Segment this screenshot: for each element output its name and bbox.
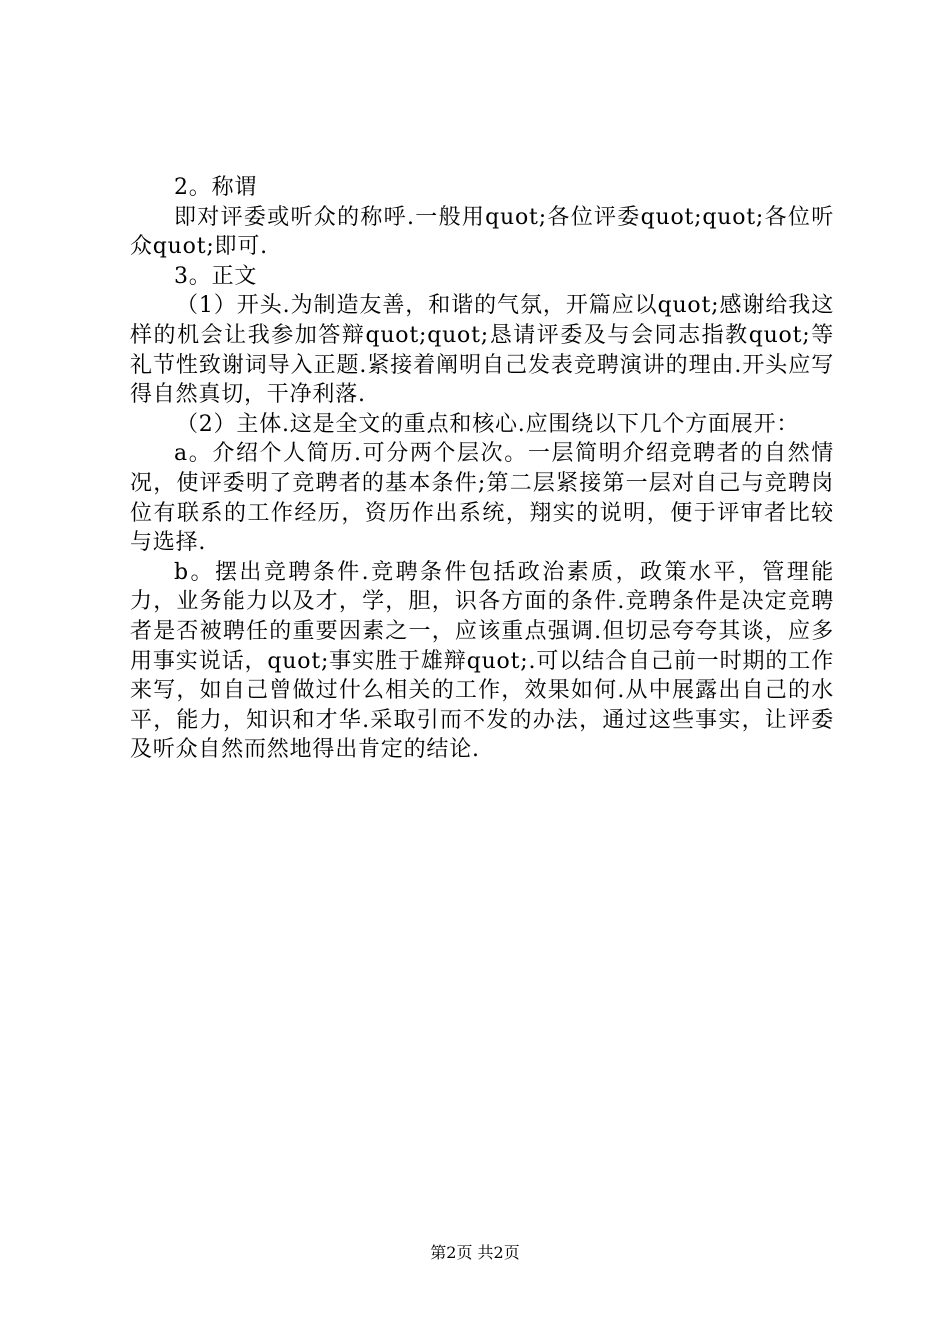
page-footer	[0, 1242, 950, 1264]
paragraph-resume: a。介绍个人简历.可分两个层次。一层简明介绍竞聘者的自然情况，使评委明了竞聘者的基本条件;第二层紧接第一层对自己与竞聘岗位有联系的工作经历，资历作出系统，翔实的说明，便于评审者比较与选择.	[130, 441, 834, 556]
section-heading-body: 3。正文	[174, 263, 258, 289]
paragraph-salutation: 即对评委或听众的称呼.一般用quot;各位评委quot;quot;各位听众quot;即可.	[130, 204, 834, 260]
paragraph-main-body: （2）主体.这是全文的重点和核心.应围绕以下几个方面展开：	[176, 411, 800, 437]
section-heading-salutation: 2。称谓	[174, 175, 258, 200]
paragraph-conditions: b。摆出竞聘条件.竞聘条件包括政治素质，政策水平，管理能力，业务能力以及才，学，胆，识各方面的条件.竞聘条件是决定竞聘者是否被聘任的重要因素之一，应该重点强调.但切忌夸夸其谈，应多用事实说话，quot;事实胜于雄辩quot;.可以结合自己前一时期的工作来写，如自己曾做过什么相关的工作，效果如何.从中展露出自己的水平，能力，知识和才华.采取引而不发的办法，通过这些事实，让评委及听众自然而然地得出肯定的结论.	[130, 559, 834, 763]
page-number: 第2页 共2页	[430, 1243, 520, 1262]
document-body	[130, 173, 834, 765]
paragraph-opening: （1）开头.为制造友善，和谐的气氛，开篇应以quot;感谢给我这样的机会让我参加答辩quot;quot;恳请评委及与会同志指教quot;等礼节性致谢词导入正题.紧接着阐明自己发表竞聘演讲的理由.开头应写得自然真切，干净利落.	[130, 293, 834, 408]
